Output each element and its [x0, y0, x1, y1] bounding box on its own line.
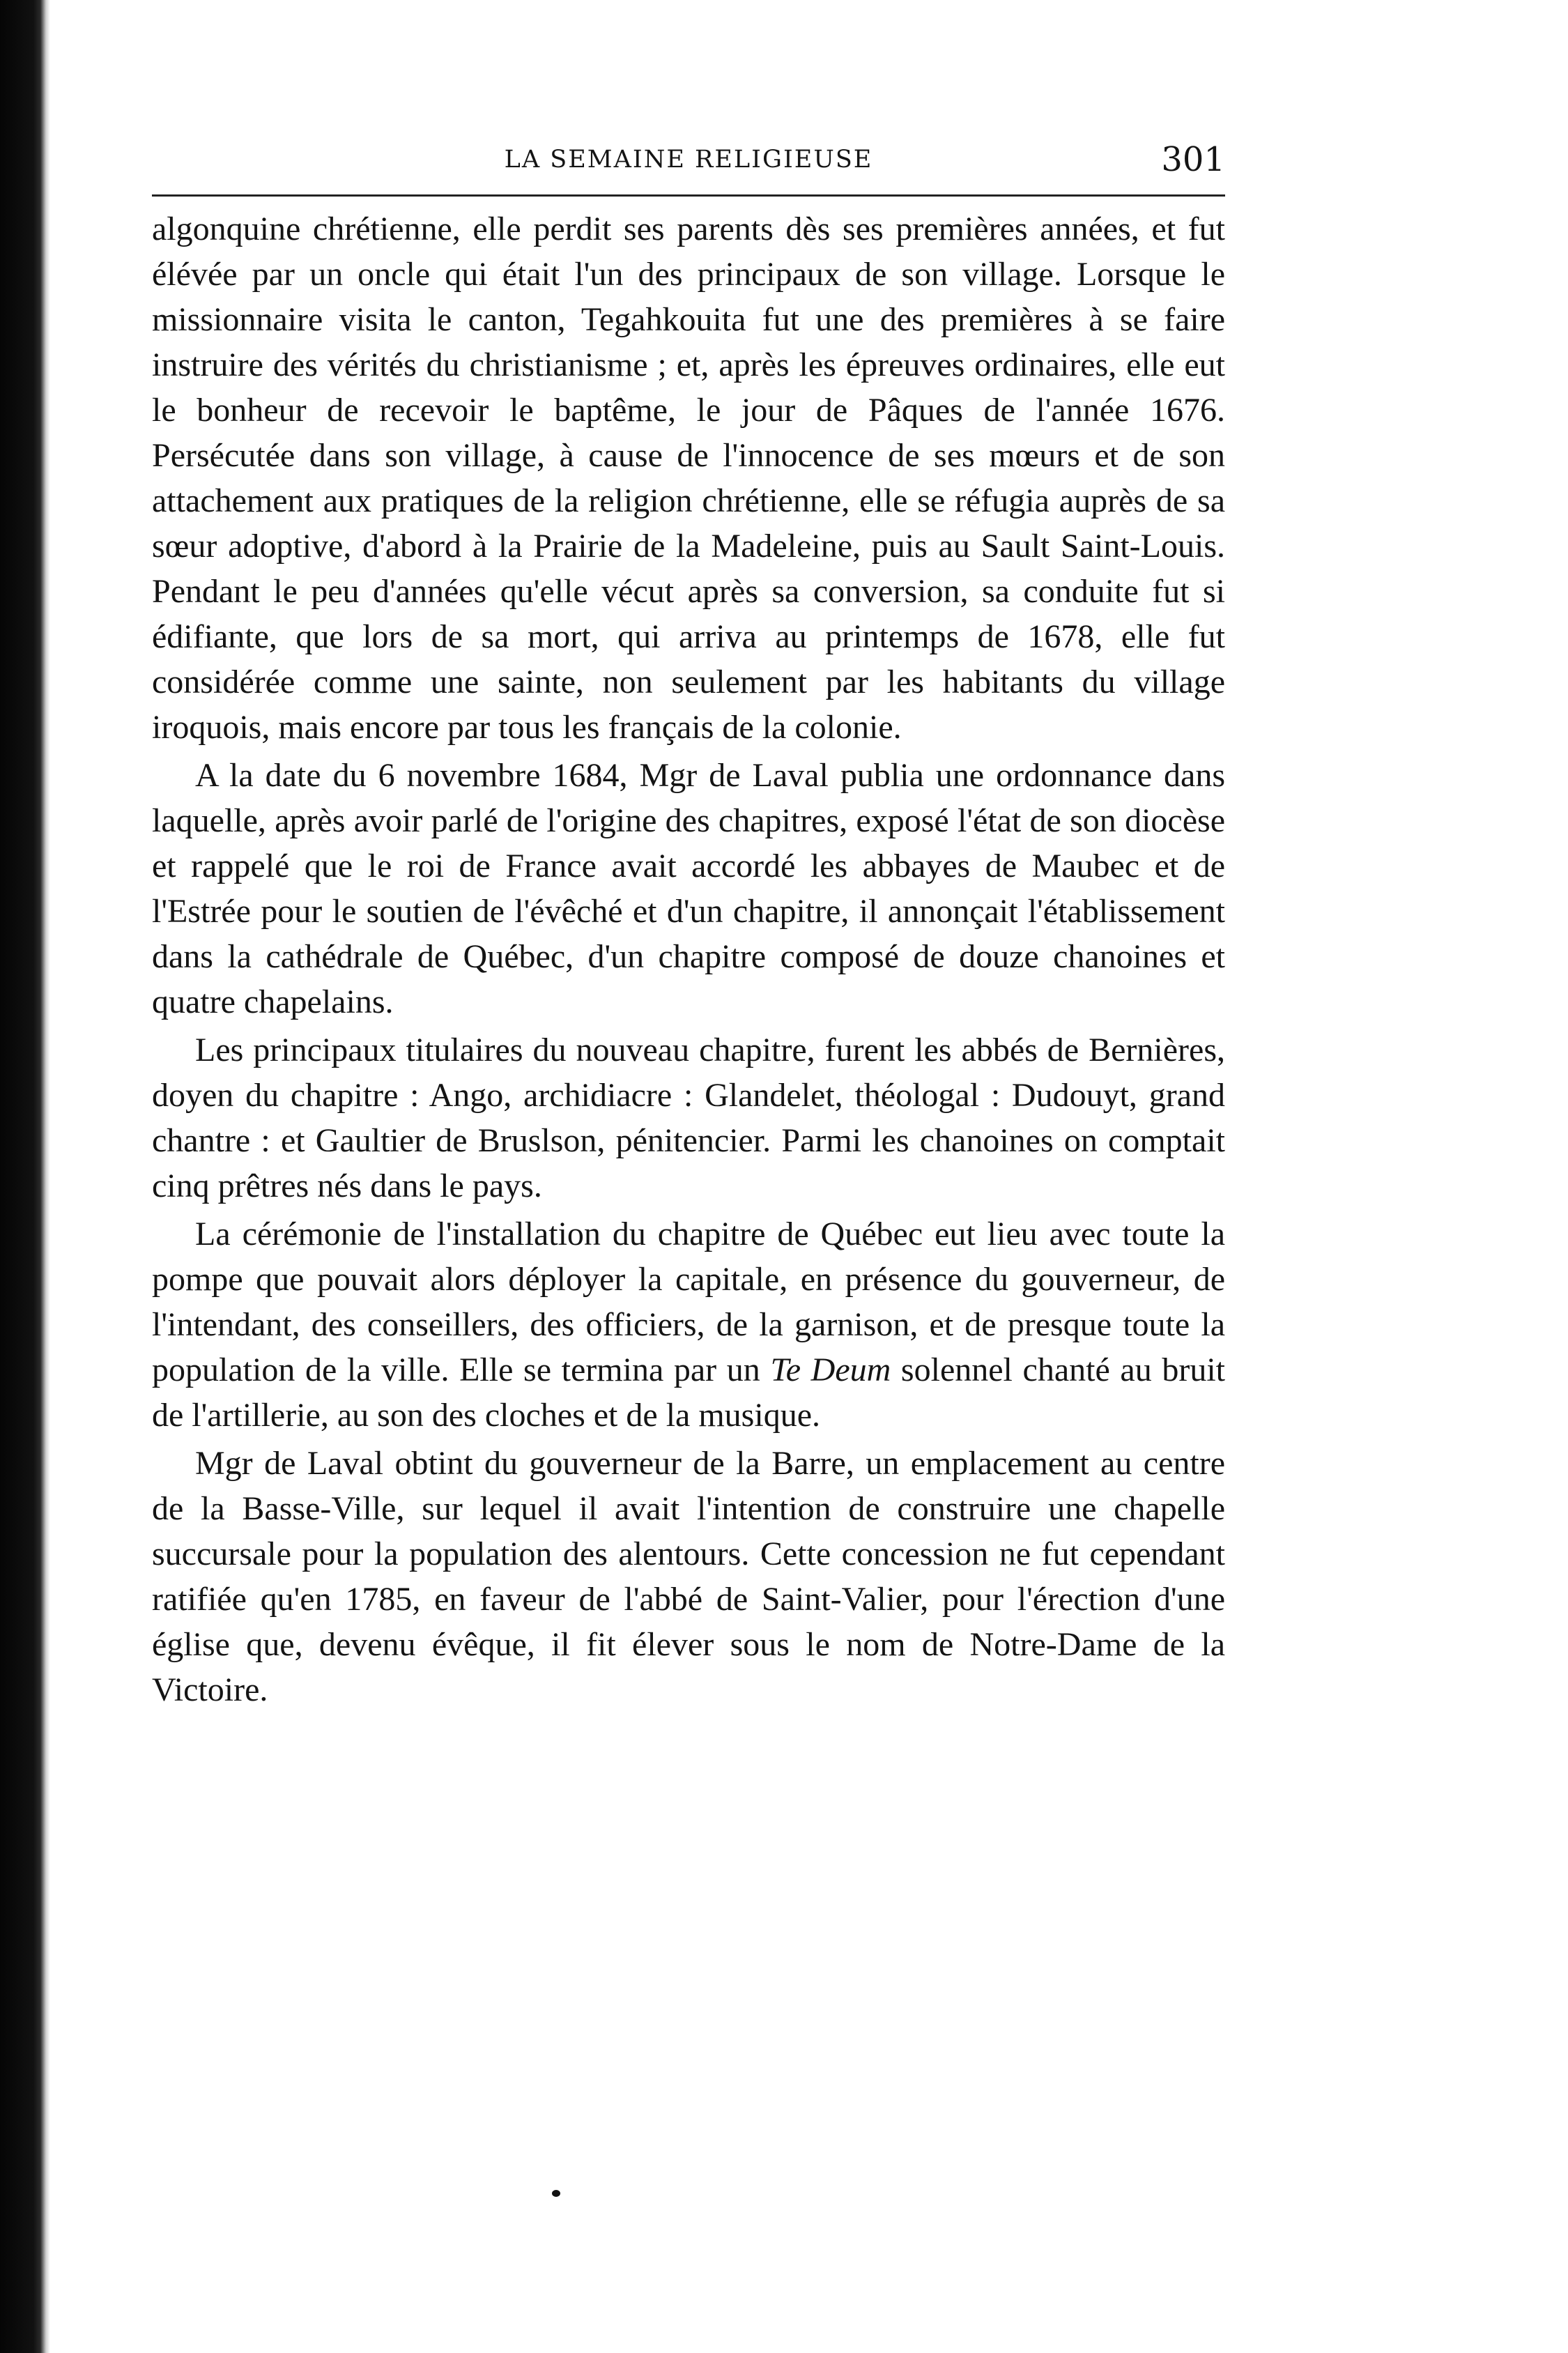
- te-deum-italic: Te Deum: [770, 1351, 891, 1388]
- paragraph-5: Mgr de Laval obtint du gouverneur de la Barre, un emplacement au centre de la Basse-Ville, sur lequel il avait l'intention de construire une chapelle succursale pour la population des alentours. Cette concession ne fut cependant ratifiée qu'en 1785, en faveur de l'abbé de Saint-Valier, pour l'érection d'une église que, devenu évêque, il fit élever sous le nom de Notre-Dame de la Victoire.: [152, 1445, 1225, 1708]
- paragraph-1: algonquine chrétienne, elle perdit ses parents dès ses premières années, et fut élévée par un oncle qui était l'un des principaux de son village. Lorsque le missionnaire visita le canton, Tegahkouita fut une des premières à se faire instruire des vérités du christianisme ; et, après les épreuves ordinaires, elle eut le bonheur de recevoir le baptême, le jour de Pâques de l'année 1676. Persécutée dans son village, à cause de l'innocence de ses mœurs et de son attachement aux pratiques de la religion chrétienne, elle se réfugia auprès de sa sœur adoptive, d'abord à la Prairie de la Madeleine, puis au Sault Saint-Louis. Pendant le peu d'années qu'elle vécut après sa conversion, sa conduite fut si édifiante, que lors de sa mort, qui arriva au printemps de 1678, elle fut considérée comme une sainte, non seulement par les habitants du village iroquois, mais encore par tous les français de la colonie.: [152, 210, 1225, 746]
- paragraph-2: A la date du 6 novembre 1684, Mgr de Laval publia une ordonnance dans laquelle, après avoir parlé de l'origine des chapitres, exposé l'état de son diocèse et rappelé que le roi de France avait accordé les abbayes de Maubec et de l'Estrée pour le soutien de l'évêché et d'un chapitre, il annonçait l'établissement dans la cathédrale de Québec, d'un chapitre composé de douze chanoines et quatre chapelains.: [152, 757, 1225, 1020]
- page-number: 301: [1161, 140, 1225, 179]
- paragraph-4: [152, 1211, 1225, 1438]
- book-page: [152, 140, 1225, 1712]
- running-head: [152, 140, 1225, 185]
- paragraph-3: Les principaux titulaires du nouveau chapitre, furent les abbés de Bernières, doyen du chapitre : Ango, archidiacre : Glandelet, théologal : Dudouyt, grand chantre : et Gaultier de Bruslson, pénitencier. Parmi les chanoines on comptait cinq prêtres nés dans le pays.: [152, 1032, 1225, 1204]
- paragraph-4-text-before: La cérémonie de l'installation du chapitre de Québec eut lieu avec toute la pompe que pouvait alors déployer la capitale, en présence du gouverneur, de l'intendant, des conseillers, des officiers, de la garnison, et de presque toute la population de la ville. Elle se termina par un: [152, 1216, 1225, 1388]
- paragraph-4-text-after: solennel chanté au bruit de l'artillerie, au son des cloches et de la musique.: [152, 1351, 1225, 1434]
- body-text: [152, 206, 1225, 1712]
- running-title: LA SEMAINE RELIGIEUSE: [504, 146, 873, 174]
- ink-speck: [552, 2190, 560, 2197]
- header-rule: [152, 194, 1225, 197]
- binding-edge: [0, 0, 50, 2353]
